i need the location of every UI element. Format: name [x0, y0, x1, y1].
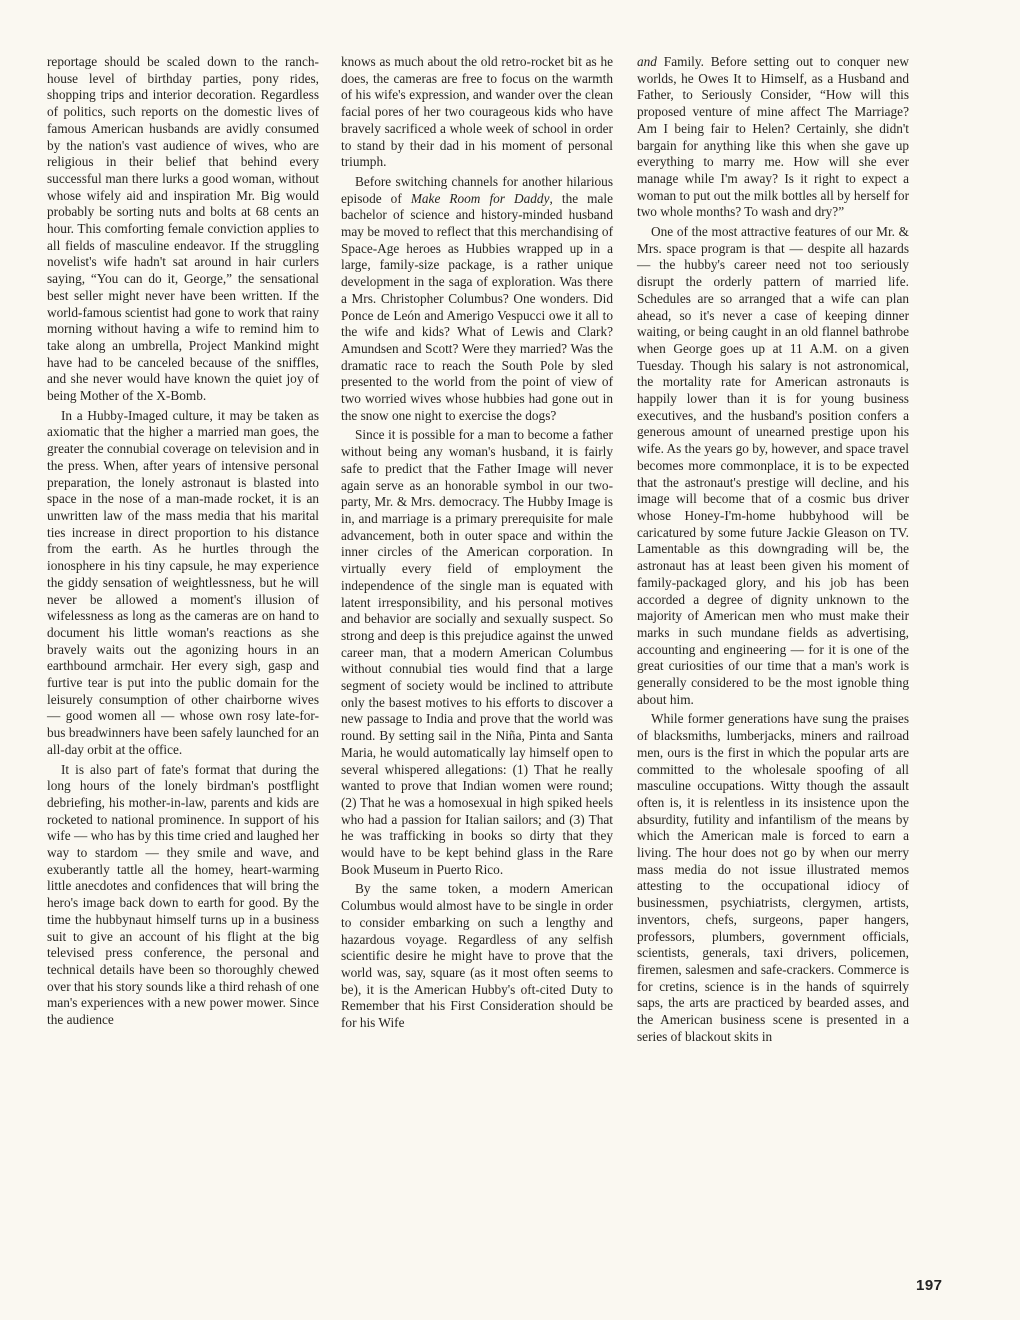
- paragraph: By the same token, a modern American Columbus would almost have to be single in order to consider embarking on such a lengthy and hazardous voyage. Regardless of any selfish scientific desire he might have to prove that the world was, say, square (as it most often seems to be), it is the American Hubby's oft-cited Duty to Remember that his First Consideration should be for his Wife: [341, 881, 613, 1031]
- page-number: 197: [916, 1277, 943, 1294]
- text-column-1: [47, 54, 319, 1029]
- paragraph: and Family. Before setting out to conquer new worlds, he Owes It to Himself, as a Husband and Father, to Seriously Consider, “How will this proposed venture of mine affect The Marriage? Am I being fair to Helen? Certainly, she didn't bargain for anything like this when she gave up everything to marry me. How will she ever manage while I'm away? Is it right to expect a woman to put out the milk bottles all by herself for two whole months? To wash and dry?”: [637, 54, 909, 220]
- paragraph: While former generations have sung the praises of blacksmiths, lumberjacks, miners and railroad men, ours is the first in which the popular arts are committed to the wholesale spoofing of all masculine occupations. Witty though the assault often is, it is relentless in its insistence upon the absurdity, futility and infantilism of the means by which the American male is forced to earn a living. The hour does not go by when our merry mass media do not issue illustrated memos attesting to the occupational idiocy of businessmen, psychiatrists, clergymen, artists, inventors, chefs, surgeons, paper hangers, professors, plumbers, government officials, scientists, generals, taxi drivers, policemen, firemen, salesmen and safe-crackers. Commerce is for cretins, science is in the hands of squirrely saps, the arts are practiced by bearded asses, and the American business scene is presented in a series of blackout skits in: [637, 711, 909, 1044]
- paragraph: It is also part of fate's format that during the long hours of the lonely birdman's postflight debriefing, his mother-in-law, parents and kids are rocketed to national prominence. In support of his wife — who has by this time cried and laughed her way to stardom — they smile and wave, and exuberantly tattle all the homey, heart-warming little anecdotes and confidences that will bring the hero's image back down to earth for good. By the time the hubbynaut himself turns up in a business suit to give an account of his flight at the big televised press conference, the personal and technical details have been so thoroughly chewed over that his story sounds like a third rehash of one man's experiences with a new power mower. Since the audience: [47, 761, 319, 1028]
- text-column-3: [637, 54, 909, 1045]
- paragraph: knows as much about the old retro-rocket bit as he does, the cameras are free to focus on the warmth of his wife's expression, and wander over the clean facial pores of her two courageous kids who have bravely sacrificed a whole week of school in order to stand by their dad in his moment of personal triumph.: [341, 54, 613, 170]
- paragraph: reportage should be scaled down to the ranch-house level of birthday parties, pony rides, shopping trips and interior decoration. Regardless of politics, such reports on the domestic lives of famous American husbands are avidly consumed by the nation's vast audience of wives, who are religious in their belief that behind every successful man there lurks a good woman, without whose wifely aid and inspiration Mr. Big would probably be sorting nuts and bolts at 68 cents an hour. This comforting female conviction applies to all fields of masculine endeavor. If the struggling novelist's wife hadn't sat around in hair curlers saying, “You can do it, George,” the sensational best seller might never have been written. If the world-famous scientist had gone to work that rainy morning without having a wife to remind him to take along an umbrella, Project Mankind might have had to be canceled because of the sniffles, and she never would have known the quiet joy of being Mother of the X-Bomb.: [47, 54, 319, 404]
- text-column-2: [341, 54, 613, 1032]
- paragraph: In a Hubby-Imaged culture, it may be taken as axiomatic that the higher a married man goes, the greater the connubial coverage on television and in the press. When, after years of intensive personal preparation, the lonely astronaut is blasted into space in the nose of a man-made rocket, it is an unwritten law of the mass media that his marital ties increase in direct proportion to his distance from the earth. As he hurtles through the ionosphere in his tiny capsule, he may experience the giddy sensation of weightlessness, but he will never be allowed a moment's illusion of wifelessness as long as the cameras are on hand to document his little woman's reactions as she bravely waits out the agonizing hours in an earthbound armchair. Her every sigh, gasp and furtive tear is put into the public domain for the leisurely consumption of other chairborne wives — good women all — whose own rosy late-for-bus breadwinners have been safely launched for an all-day orbit at the office.: [47, 407, 319, 757]
- paragraph: Since it is possible for a man to become a father without being any woman's husband, it is fairly safe to predict that the Father Image will never again serve as an honorable symbol in our two-party, Mr. & Mrs. democracy. The Hubby Image is in, and marriage is a primary prerequisite for male advancement, both in outer space and within the inner circles of the American corporation. In virtually every field of employment the independence of the single man is equated with latent irresponsibility, and his personal motives and behavior are socially and sexually suspect. So strong and deep is this prejudice against the unwed career man, that a modern American Columbus without connubial ties would find that a large segment of society would be inclined to attribute only the basest motives to his efforts to discover a new passage to India and prove that the world was round. By setting sail in the Niña, Pinta and Santa Maria, he would automatically lay himself open to several whispered allegations: (1) That he really wanted to prove that Indian women were round; (2) That he was a homosexual in high spiked heels who had a passion for Italian sailors; and (3) That he was trafficking in books so dirty that they would have to be kept behind glass in the Rare Book Museum in Puerto Rico.: [341, 427, 613, 877]
- paragraph: Before switching channels for another hilarious episode of Make Room for Daddy, the male bachelor of science and history-minded husband may be moved to reflect that this merchandising of Space-Age heroes as Hubbies wrapped up in a large, family-size package, is a rather unique development in the saga of exploration. Was there a Mrs. Christopher Columbus? One wonders. Did Ponce de León and Amerigo Vespucci owe it all to the wife and kids? What of Lewis and Clark? Amundsen and Scott? Were they married? Was the dramatic race to reach the South Pole by sled presented to the world from the point of view of two worried wives whose hubbies had gone out in the snow one night to exercise the dogs?: [341, 173, 614, 423]
- paragraph: One of the most attractive features of our Mr. & Mrs. space program is that — despite all hazards — the hubby's career need not too seriously disrupt the orderly pattern of married life. Schedules are so arranged that a wife can plan ahead, so it's never a case of keeping dinner waiting, or being caught in an old flannel bathrobe when George goes up at 11 A.M. on a given Tuesday. Though his salary is not astronomical, the mortality rate for American astronauts is happily lower than it is for young business executives, and the husband's position confers a generous amount of unearned prestige upon his wife. As the years go by, however, and space travel becomes more commonplace, it is to be expected that the astronaut's prestige will decline, and his image will become that of a cosmic bus driver whose Honey-I'm-home hubbyhood will be caricatured by some future Jackie Gleason on TV. Lamentable as this downgrading will be, the astronaut has at least been given his moment of family-packaged glory, and his job has been accorded a degree of dignity unknown to the majority of American men who must make their marks in such mundane fields as advertising, accounting and engineering — for it is one of the great curiosities of our time that a man's work is generally considered to be the most ignoble thing about him.: [637, 224, 909, 707]
